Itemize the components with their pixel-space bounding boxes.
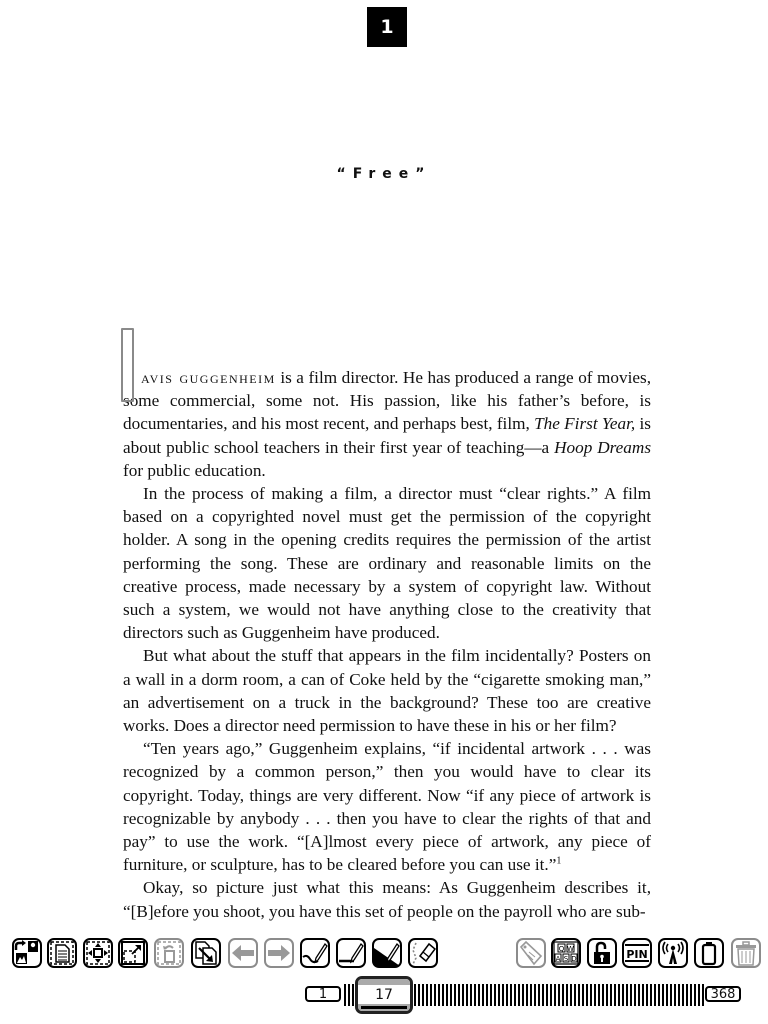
keyboard-button[interactable] — [551, 938, 581, 968]
pen-freehand-button[interactable] — [300, 938, 330, 968]
unlock-icon — [589, 940, 615, 966]
drop-cap — [121, 328, 134, 402]
page-body — [123, 366, 651, 923]
fit-width-button[interactable] — [83, 938, 113, 968]
arrow-left-icon — [230, 940, 256, 966]
forward-button[interactable] — [264, 938, 294, 968]
wireless-icon — [660, 940, 686, 966]
chapter-title: “Free” — [336, 166, 432, 182]
name-smallcaps: avis guggenheim — [141, 368, 276, 387]
paragraph-text: is a film director. He has produced a range of movies, some commercial, some not. His passion, like his father’s before, is documentaries, and his most recent, and perhaps best, film, — [123, 368, 651, 434]
rotate-image-icon — [14, 940, 40, 966]
key-label: S — [563, 955, 569, 963]
goto-page-icon — [193, 940, 219, 966]
first-page-button[interactable]: 1 — [305, 986, 341, 1002]
goto-page-button[interactable] — [191, 938, 221, 968]
arrow-right-icon — [266, 940, 292, 966]
pen-line-icon — [338, 940, 364, 966]
current-page-number: 17 — [375, 987, 393, 1003]
paragraph-5: Okay, so picture just what this means: As Guggenheim describes it, “[B]efore you shoot, you have this set of people on the payroll who are sub- — [123, 878, 651, 921]
rotate-screen-button[interactable] — [12, 938, 42, 968]
film-title-italic: Hoop Dreams — [554, 437, 652, 457]
paragraph-1 — [123, 366, 651, 482]
wireless-button[interactable] — [658, 938, 688, 968]
eraser-icon — [410, 940, 436, 966]
key-label: W — [567, 945, 574, 953]
film-title-italic: The First Year, — [534, 414, 636, 434]
pen-line-button[interactable] — [336, 938, 366, 968]
footnote-ref[interactable]: 1 — [556, 855, 562, 867]
pen-fill-icon — [374, 940, 400, 966]
key-label: A — [555, 955, 561, 963]
lock-button[interactable] — [587, 938, 617, 968]
paragraph-4 — [123, 737, 651, 876]
eraser-button[interactable] — [408, 938, 438, 968]
page-slider-track-before[interactable] — [344, 984, 355, 1006]
fit-page-button[interactable] — [47, 938, 77, 968]
expand-icon — [120, 940, 146, 966]
pin-button[interactable] — [622, 938, 652, 968]
fit-arrows-icon — [85, 940, 111, 966]
key-label: Q — [558, 945, 565, 953]
paragraph-text: for public education. — [123, 460, 266, 480]
restore-zoom-button[interactable] — [154, 938, 184, 968]
pen-curve-icon — [302, 940, 328, 966]
page-icon — [49, 940, 75, 966]
chapter-number-badge: 1 — [367, 7, 407, 47]
current-page-indicator[interactable] — [355, 976, 413, 1014]
battery-button[interactable] — [694, 938, 724, 968]
paragraph-2: In the process of making a film, a director must “clear rights.” A film based on a copyrighted novel must get the permission of the copyright holder. A song in the opening credits requires the permission of the artist performing the song. These are ordinary and reasonable limits on the creative process, made necessary by a system of copyright law. Without such a system, we would not have anything close to the creativity that directors such as Guggenheim have produced. — [123, 484, 651, 643]
last-page-button[interactable]: 368 — [705, 986, 741, 1002]
paragraph-3: But what about the stuff that appears in the film incidentally? Posters on a wall in a dorm room, a can of Coke held by the “cigarette smoking man,” an advertisement on a truck in the background? These too are creative works. Does a director need permission to have these in his or her film? — [123, 646, 651, 736]
page-navigator — [0, 976, 768, 1024]
back-button[interactable] — [228, 938, 258, 968]
key-label: D — [571, 955, 577, 963]
tag-button[interactable] — [516, 938, 546, 968]
zoom-expand-button[interactable] — [118, 938, 148, 968]
pin-icon — [624, 940, 650, 966]
page-slider-track-after[interactable] — [414, 984, 704, 1006]
toolbar — [0, 938, 768, 972]
pin-label: PIN — [626, 948, 648, 961]
restore-icon — [156, 940, 182, 966]
tag-icon — [518, 940, 544, 966]
trash-button[interactable] — [731, 938, 761, 968]
paragraph-text: is about public school teachers in their first year of teaching—a — [123, 414, 651, 457]
battery-icon — [696, 940, 722, 966]
pen-fill-button[interactable] — [372, 938, 402, 968]
trash-icon — [733, 940, 759, 966]
paragraph-text: “Ten years ago,” Guggenheim explains, “if incidental artwork . . . was recognized by a common person,” then you would have to clear its copyright. Today, things are very different. Now “if any piece of artwork is recognizable by anybody . . . then you have to clear the rights of that and pay” to use the work. “[A]lmost every piece of artwork, any piece of furniture, or sculpture, has to be cleared before you can use it.” — [123, 739, 651, 875]
keyboard-icon — [553, 940, 579, 966]
